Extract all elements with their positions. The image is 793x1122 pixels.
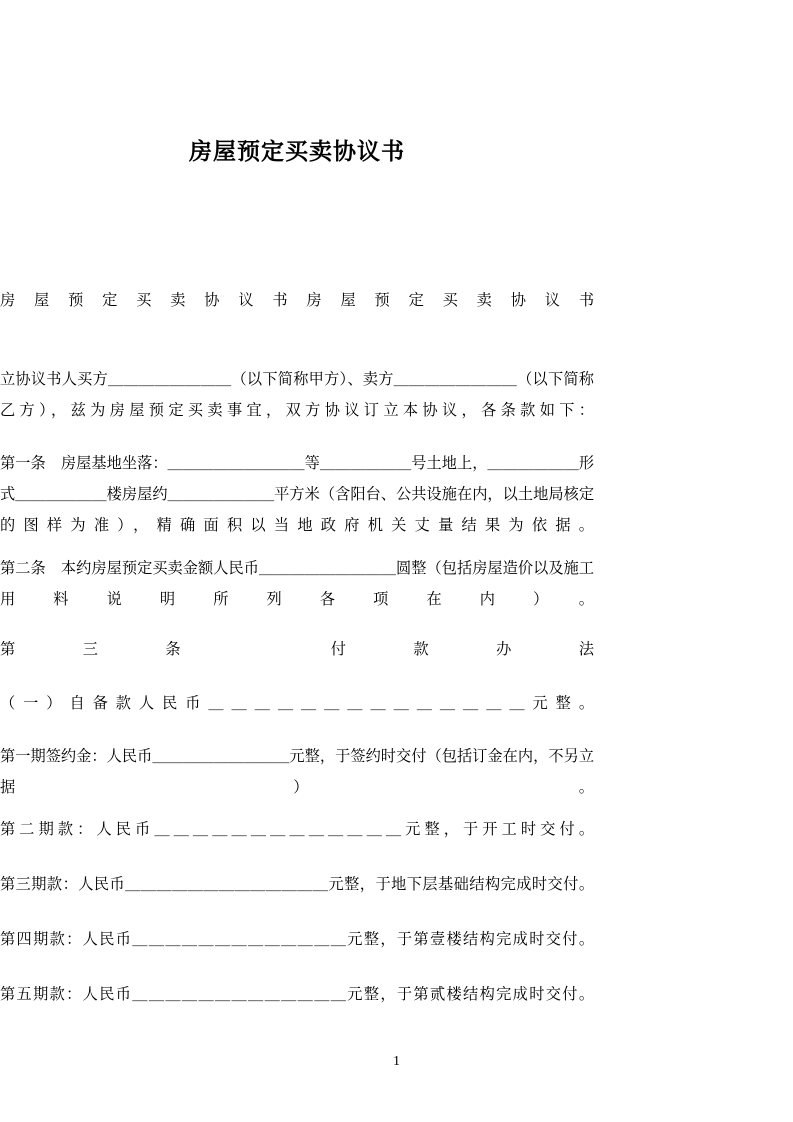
heading-repeat-text: 房屋预定买卖协议书房屋预定买卖协议书	[0, 291, 594, 309]
page-title: 房屋预定买卖协议书	[189, 139, 405, 165]
article-2-text: 第二条 本约房屋预定买卖金额人民币＿＿＿＿＿＿＿＿＿圆整（包括房屋造价以及施工用料说明所列各项在内）。	[0, 559, 594, 608]
heading-repeat-block	[0, 285, 594, 316]
payment-self-funded-block	[0, 688, 594, 719]
article-2-block	[0, 553, 594, 615]
payment-installment-2-text: 第二期款：人民币＿＿＿＿＿＿＿＿＿＿＿＿＿元整，于开工时交付。	[0, 820, 594, 838]
payment-installment-1-block	[0, 741, 594, 803]
payment-installment-4-block	[0, 924, 594, 955]
payment-installment-3-text: 第三期款：人民币＿＿＿＿＿＿＿＿＿＿＿＿＿元整，于地下层基础结构完成时交付。	[0, 875, 594, 893]
payment-installment-1-text: 第一期签约金：人民币＿＿＿＿＿＿＿＿＿元整，于签约时交付（包括订金在内，不另立据）。	[0, 747, 594, 796]
parties-paragraph-block	[0, 364, 594, 426]
payment-installment-4-text: 第四期款：人民币＿＿＿＿＿＿＿＿＿＿＿＿＿元整，于第壹楼结构完成时交付。	[0, 930, 594, 948]
article-3-block	[0, 634, 594, 665]
article-1-block	[0, 448, 594, 541]
page-number: 1	[393, 1054, 400, 1069]
article-3-text: 第三条 付款办法	[0, 640, 594, 658]
payment-installment-5-text: 第五期款：人民币＿＿＿＿＿＿＿＿＿＿＿＿＿元整，于第贰楼结构完成时交付。	[0, 985, 594, 1003]
payment-installment-2-block	[0, 814, 594, 845]
article-1-text: 第一条 房屋基地坐落：＿＿＿＿＿＿＿＿＿等＿＿＿＿＿＿号土地上，＿＿＿＿＿＿形式＿＿＿＿＿＿楼房屋约＿＿＿＿＿＿＿平方米（含阳台、公共设施在内，以土地局核定的图样为准），精确面积以当地政府机关丈量结果为依据。	[0, 454, 594, 534]
parties-paragraph-text: 立协议书人买方＿＿＿＿＿＿＿＿（以下简称甲方）、卖方＿＿＿＿＿＿＿＿（以下简称乙方），兹为房屋预定买卖事宜，双方协议订立本协议，各条款如下：	[0, 370, 594, 419]
payment-self-funded-text: （一）自备款人民币＿＿＿＿＿＿＿＿＿＿＿＿＿＿元整。	[0, 694, 594, 712]
payment-installment-5-block	[0, 979, 594, 1010]
payment-installment-3-block	[0, 869, 594, 900]
